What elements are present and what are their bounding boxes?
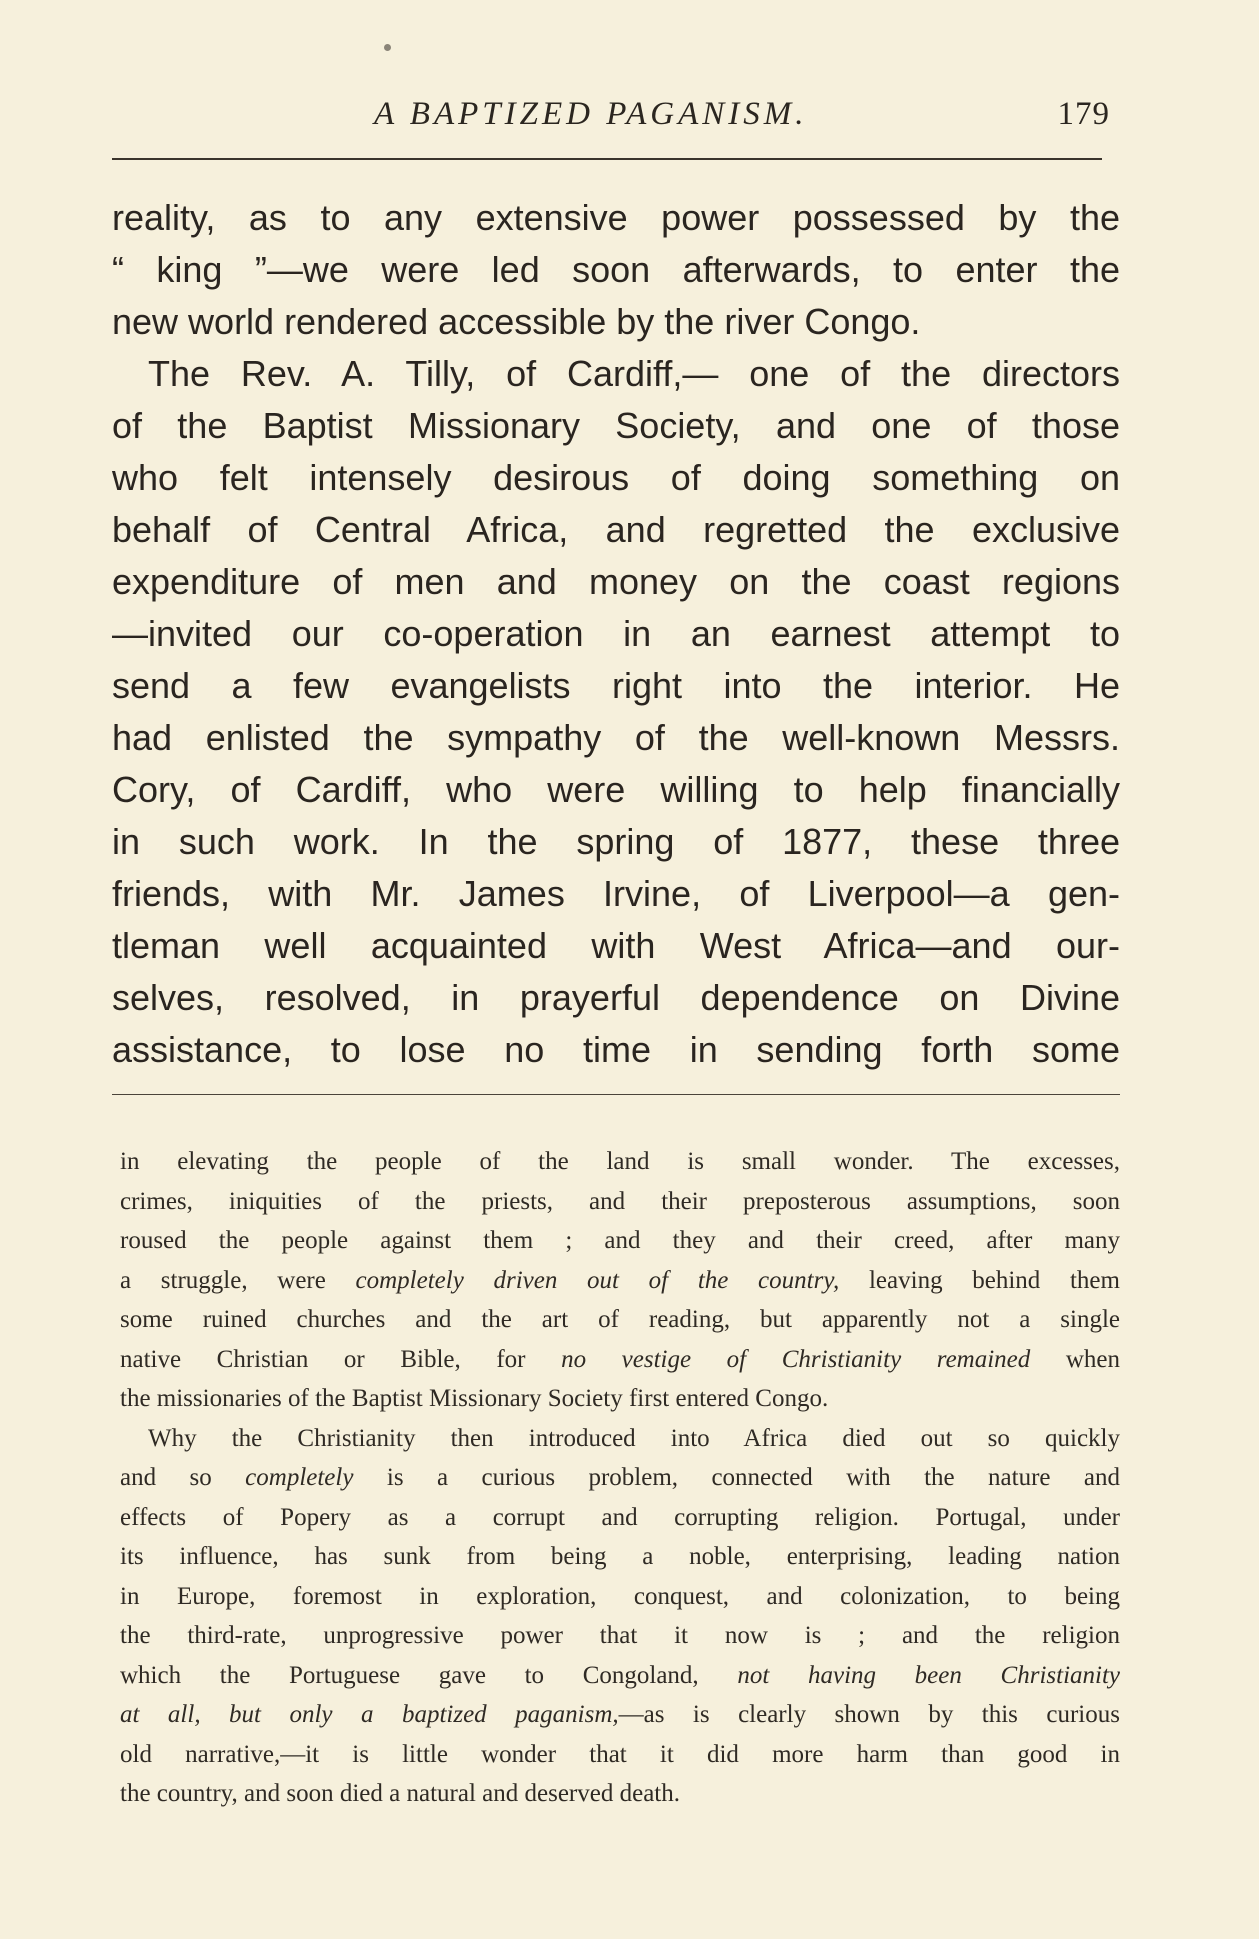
text-line: new world rendered accessible by the river Congo. (112, 301, 921, 342)
text-line: friends, with Mr. James Irvine, of Liverpool—a gen- (112, 873, 1120, 914)
footnote-line: old narrative,—it is little wonder that it did more harm than good in (120, 1740, 1120, 1768)
header-rule (112, 158, 1102, 160)
text-line: in such work. In the spring of 1877, these three (112, 821, 1120, 862)
text-line: “ king ”—we were led soon afterwards, to enter the (112, 249, 1120, 290)
text-line: Cory, of Cardiff, who were willing to help financially (112, 769, 1120, 810)
text-line: The Rev. A. Tilly, of Cardiff,— one of the directors (148, 353, 1120, 394)
footnote-line (120, 1261, 1120, 1301)
footnote-fragment: —as is clearly shown by this curious (618, 1701, 1120, 1728)
footnote-emphasis: completely driven out of the country, (355, 1266, 840, 1294)
footnote-line: Why the Christianity then introduced into Africa died out so quickly (148, 1424, 1120, 1452)
footnote-fragment: leaving behind them (839, 1266, 1120, 1294)
text-line: had enlisted the sympathy of the well-known Messrs. (112, 717, 1120, 758)
text-line: expenditure of men and money on the coast regions (112, 561, 1120, 602)
footnote-line: some ruined churches and the art of reading, but apparently not a single (120, 1306, 1120, 1333)
footnote-line (120, 1656, 1120, 1696)
text-line: reality, as to any extensive power possessed by the (112, 197, 1120, 238)
footnote-emphasis: completely (245, 1464, 354, 1491)
footnote-line: crimes, iniquities of the priests, and their preposterous assumptions, soon (120, 1187, 1120, 1215)
text-line: selves, resolved, in prayerful dependence on Divine (112, 977, 1120, 1018)
footnote-line (120, 1695, 1120, 1735)
footnote-line: the third-rate, unprogressive power that it now is ; and the religion (120, 1622, 1120, 1649)
text-line: tleman well acquainted with West Africa—and our- (112, 925, 1120, 966)
footnote-fragment: a struggle, were (120, 1266, 356, 1294)
footnote-emphasis: not having been Christianity (737, 1661, 1121, 1689)
running-title: A BAPTIZED PAGANISM. (374, 96, 808, 132)
footnote-fragment: when (1030, 1345, 1121, 1373)
text-line: —invited our co-operation in an earnest attempt to (112, 613, 1120, 654)
footnote-fragment: and so (120, 1464, 246, 1491)
footnote-emphasis: no vestige of Christianity remained (561, 1345, 1031, 1373)
footnote-line: the country, and soon died a natural and deserved death. (120, 1780, 680, 1807)
footnote-emphasis: at all, but only a baptized paganism, (120, 1701, 619, 1728)
footnote-text (120, 1142, 1120, 1814)
footnote-line (120, 1340, 1120, 1380)
text-line: behalf of Central Africa, and regretted the exclusive (112, 509, 1120, 550)
footnote-line: in Europe, foremost in exploration, conquest, and colonization, to being (120, 1582, 1120, 1610)
page-number: 179 (1057, 96, 1110, 132)
footnote-line: the missionaries of the Baptist Missionary Society first entered Congo. (120, 1385, 829, 1412)
footnote-fragment: is a curious problem, connected with the nature and (353, 1464, 1121, 1491)
footnote-line: its influence, has sunk from being a noble, enterprising, leading nation (120, 1543, 1120, 1570)
text-line: who felt intensely desirous of doing something on (112, 457, 1120, 498)
footnote-line: in elevating the people of the land is small wonder. The excesses, (120, 1148, 1120, 1175)
footnote-line (120, 1458, 1120, 1498)
running-header (112, 96, 1112, 140)
footnote-rule (112, 1094, 1120, 1095)
text-line: assistance, to lose no time in sending forth some (112, 1029, 1120, 1070)
ink-speck (384, 44, 391, 51)
footnote-fragment: native Christian or Bible, for (120, 1345, 562, 1373)
text-line: send a few evangelists right into the interior. He (112, 665, 1120, 706)
footnote-line: roused the people against them ; and they and their creed, after many (120, 1227, 1120, 1254)
text-line: of the Baptist Missionary Society, and one of those (112, 405, 1120, 446)
footnote-fragment: which the Portuguese gave to Congoland, (120, 1661, 738, 1689)
footnote-line: effects of Popery as a corrupt and corrupting religion. Portugal, under (120, 1503, 1120, 1531)
main-text (112, 192, 1120, 1076)
